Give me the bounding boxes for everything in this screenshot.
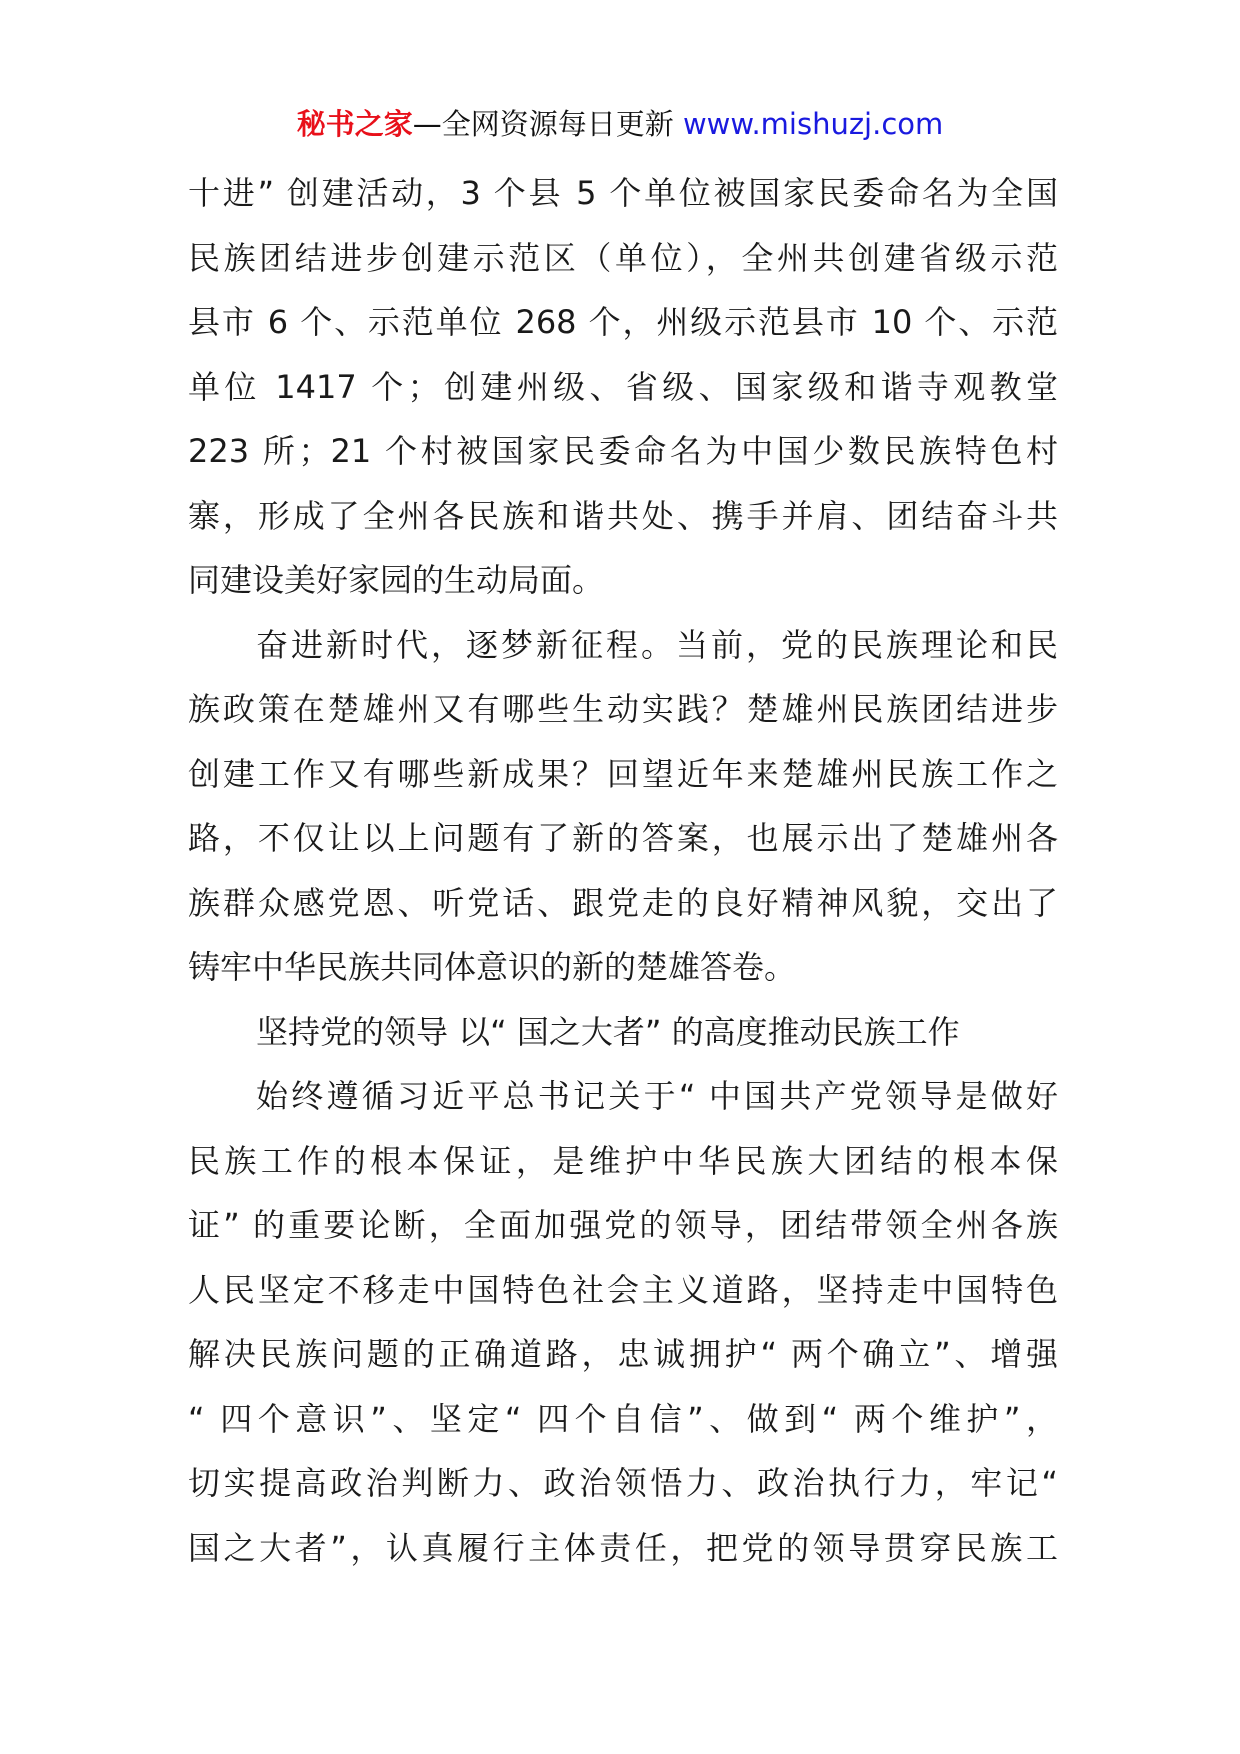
body-text-line: 证” 的重要论断，全面加强党的领导，团结带领全州各族 <box>188 1206 1058 1244</box>
article-body <box>188 161 1058 1580</box>
body-text-line: “ 四个意识”、坚定“ 四个自信”、做到“ 两个维护”， <box>188 1399 1058 1438</box>
body-text-line: 族群众感党恩、听党话、跟党走的良好精神风貌，交出了 <box>188 883 1058 922</box>
header-tagline: —全网资源每日更新 <box>412 107 683 141</box>
body-text-line: 寨，形成了全州各民族和谐共处、携手并肩、团结奋斗共 <box>188 496 1058 535</box>
body-text-line: 223 所；21 个村被国家民委命名为中国少数民族特色村 <box>188 432 1058 470</box>
body-text-line: 铸牢中华民族共同体意识的新的楚雄答卷。 <box>188 948 797 986</box>
body-text-line: 解决民族问题的正确道路，忠诚拥护“ 两个确立”、增强 <box>188 1335 1058 1373</box>
body-text-line: 路，不仅让以上问题有了新的答案，也展示出了楚雄州各 <box>188 819 1058 857</box>
body-text-line: 民族团结进步创建示范区（单位），全州共创建省级示范 <box>188 238 1058 277</box>
body-text-line: 人民坚定不移走中国特色社会主义道路，坚持走中国特色 <box>188 1270 1058 1309</box>
body-text-line: 切实提高政治判断力、政治领悟力、政治执行力，牢记“ <box>188 1464 1058 1502</box>
body-text-line: 十进” 创建活动，3 个县 5 个单位被国家民委命名为全国 <box>188 174 1058 212</box>
body-text-line: 坚持党的领导 以“ 国之大者” 的高度推动民族工作 <box>256 1012 960 1051</box>
body-text-line: 族政策在楚雄州又有哪些生动实践？楚雄州民族团结进步 <box>188 690 1058 728</box>
body-text-line: 县市 6 个、示范单位 268 个，州级示范县市 10 个、示范 <box>188 303 1058 341</box>
brand-name: 秘书之家 <box>296 107 413 141</box>
body-text-line: 国之大者”，认真履行主体责任，把党的领导贯穿民族工 <box>188 1528 1058 1567</box>
body-text-line: 始终遵循习近平总书记关于“ 中国共产党领导是做好 <box>256 1077 1058 1115</box>
body-text-line: 民族工作的根本保证，是维护中华民族大团结的根本保 <box>188 1141 1058 1180</box>
body-text-line: 单位 1417 个；创建州级、省级、国家级和谐寺观教堂 <box>188 367 1058 406</box>
body-text-line: 奋进新时代，逐梦新征程。当前，党的民族理论和民 <box>256 625 1058 664</box>
page-header <box>0 104 1240 144</box>
body-text-line: 创建工作又有哪些新成果？回望近年来楚雄州民族工作之 <box>188 754 1058 793</box>
site-url-link[interactable]: www.mishuzj.com <box>682 107 944 141</box>
body-text-line: 同建设美好家园的生动局面。 <box>188 561 605 599</box>
